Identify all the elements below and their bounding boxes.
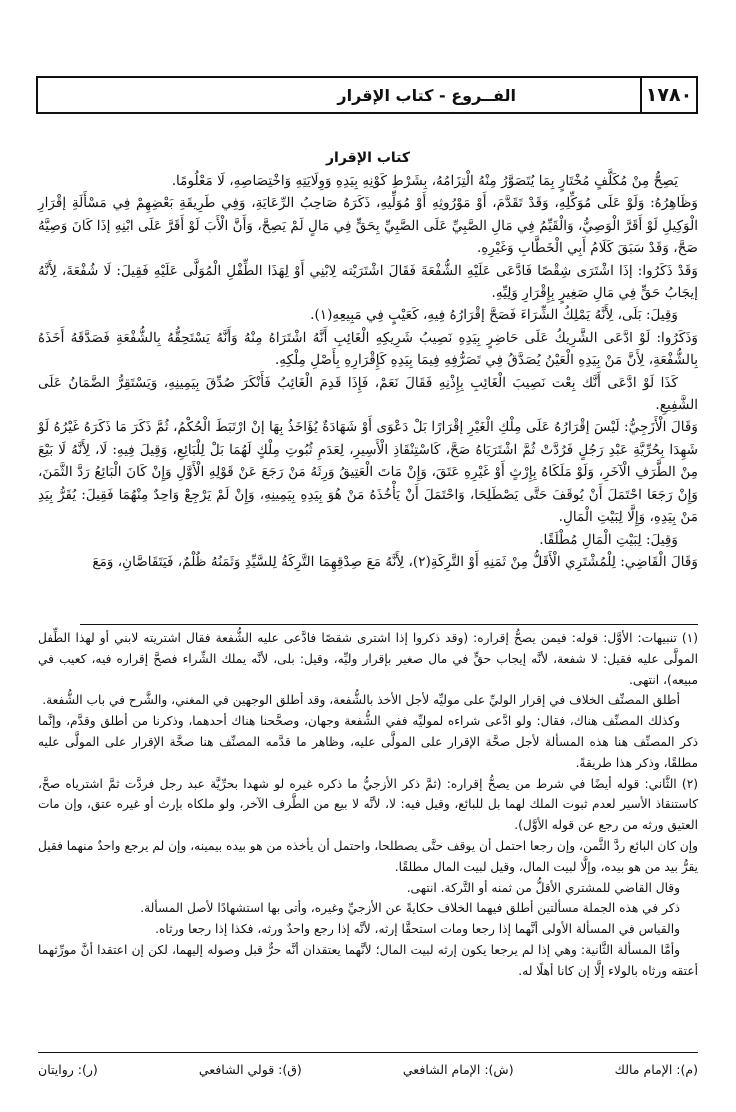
page-number: ١٧٨٠ bbox=[640, 78, 696, 112]
abbr-qawlay: (ق): قولي الشافعي bbox=[198, 1061, 302, 1077]
footnote: وأمَّا المسألة الثَّانية: وهي إذا لم يرجعا يكون إرثه لبيت المال؛ لأنَّهما يعتقدان أنَّه حرٌّ قبل وصوله إليهما، لكن إن اعتقدا أنَّ مورِّثهما أعتقه ورثاه بالولاء إلَّا إن كانا أهلًا له. bbox=[38, 942, 698, 978]
paragraph: وَقَدْ ذَكَرُوا: إذَا اشْتَرَى شِقْصًا فَادَّعَى عَلَيْهِ الشُّفْعَةَ فَقَالَ اشْتَرَيْته لِابْنِي أَوْ لِهَذَا الطِّفْلِ الْمُوَلَّى عَلَيْهِ فَقِيلَ: لَا شُفْعَةَ، لِأَنَّهُ إيجَابُ حَقٍّ فِي مَالِ صَغِيرٍ بِإِقْرَارِ وَلِيِّهِ. bbox=[38, 262, 698, 302]
footer-rule bbox=[38, 1052, 698, 1053]
footnote: (١) تنبيهات: الأوَّل: قوله: فيمن يصحُّ إقراره: (وقد ذكروا إذا اشترى شقصًا فادَّعى عليه الشُّفعة فقال اشتريته لابني أو لهذا الطِّفل المولَّى عليه فقيل: لا شفعة، لأنَّه إيجاب حقٍّ في مال صغير بإقرار وليِّه، وقيل: بلى، لأنَّه يملك الشِّراء فصحَّ إقراره فيه، كعيب في مبيعه)، انتهى. bbox=[38, 631, 698, 687]
header-title: الفــروع - كتاب الإقرار bbox=[337, 85, 516, 105]
footnote: وكذلك المصنِّف هناك، فقال: ولو ادَّعى شراءه لموليِّه ففي الشُّفعة وجهان، وصحَّحنا هناك أحدهما، وذكرنا من أطلق وقدَّم، وإنَّما ذكر المصنِّف هنا هذه المسألة لأجل صحَّة الإقرار على المولَّى عليه، وظاهر ما قدَّمه المصنِّف هنا صحَّة الإقرار على المولَّى عليه مطلقًا، وذكر هذا طريقةً. bbox=[38, 714, 698, 770]
abbr-riwayatan: (ر): روايتان bbox=[38, 1061, 98, 1077]
footnote: ذكر في هذه الجملة مسألتين أطلق فيهما الخلاف حكايةً عن الأزجيِّ وغيره، وأتى بها استشهادًا لأصل المسألة. bbox=[140, 901, 680, 916]
footnote: أطلق المصنِّف الخلاف في إقرار الوليِّ على موليِّه لأجل الأخذ بالشُّفعة، وقد أطلق الوجهين في المغني، والشَّرح في باب الشُّفعة. bbox=[42, 693, 680, 708]
paragraph: وَقَالَ الْأَزَجِيُّ: لَيْسَ إقْرَارُهُ عَلَى مِلْكِ الْغَيْرِ إقْرَارًا بَلْ دَعْوَى أَوْ شَهَادَةٌ يُؤَاخَذُ بِهَا إنْ ارْتَبَطَ الْحُكْمُ، ثُمَّ ذَكَرَ مَا ذَكَرَهُ غَيْرُهُ لَوْ شَهِدَا بِحُرِّيَّةِ عَبْدِ رَجُلٍ فَرُدَّتْ ثُمَّ اشْتَرَيَاهُ صَحَّ، كَاسْتِنْقَاذِ الْأَسِيرِ، لِعَدَمِ ثُبُوتِ مِلْكٍ لَهُمَا بَلْ لِلْبَائِعِ، وَقِيلَ فِيهِ: لَا، لِأَنَّهُ لَا بَيْعَ مِنْ الطَّرَفِ الْآخَرِ، وَلَوْ مَلَكَاهُ بِإِرْثٍ أَوْ غَيْرِهِ عَتَقَ، وَإِنْ مَاتَ الْعَتِيقُ وَرِثَهُ مَنْ رَجَعَ عَنْ قَوْلِهِ الْأَوَّلِ وَإِنْ كَانَ الْبَائِعُ رَدَّ الثَّمَنَ، وَإِنْ رَجَعَا احْتَمَلَ أَنْ يُوقَفَ حَتَّى يَصْطَلِحَا، وَاحْتَمَلَ أَنْ يَأْخُذَهُ مَنْ هُوَ بِيَدِهِ بِيَمِينِهِ، وَإِنْ لَمْ يَرْجِعْ وَاحِدٌ مِنْهُمَا فَقِيلَ: يُقَرُّ بِيَدِ مَنْ بِيَدِهِ، وَإِلَّا لِبَيْتِ الْمَالِ. bbox=[38, 419, 698, 526]
paragraph: يَصِحُّ مِنْ مُكَلَّفٍ مُخْتَارٍ بِمَا يُتَصَوَّرُ مِنْهُ الْتِزَامُهُ، بِشَرْطِ كَوْنِهِ بِيَدِهِ وَوِلَايَتِهِ وَاخْتِصَاصِهِ، لَا مَعْلُومًا. bbox=[171, 173, 678, 189]
abbr-shafii: (ش): الإمام الشافعي bbox=[402, 1061, 514, 1077]
section-title: كتاب الإقرار bbox=[325, 150, 410, 166]
footnote: (٢) الثَّاني: قوله أيضًا في شرط من يصحُّ إقراره: (ثمَّ ذكر الأزجيُّ ما ذكره غيره لو شهدا بحرِّيَّة عبد رجل فردَّت ثمَّ اشترياه صحَّ، كاستنقاذ الأسير لعدم ثبوت الملك لهما بل للبائع، وقيل فيه: لا، لأنَّه لا بيع من الطَّرف الآخر، ولو ملكاه بإرث أو غيره عتق، وإن مات العتيق ورثه من رجع عن قوله الأوَّل). bbox=[38, 776, 698, 833]
footnote: وقال القاضي للمشتري الأقلُّ من ثمنه أو التَّركة. انتهى. bbox=[406, 880, 680, 895]
abbreviations-footer bbox=[38, 1058, 698, 1080]
paragraph: وَظَاهِرُهُ: وَلَوْ عَلَى مُوَكِّلِهِ، وَقَدْ تَقَدَّمَ، أَوْ مَوْرُوثِهِ أَوْ مُوَلِّيهِ، ذَكَرَهُ صَاحِبُ الرِّعَايَةِ، وَفِي طَرِيقَةِ بَعْضِهِمْ فِي مَسْأَلَةِ إقْرَارِ الْوَكِيلِ لَوْ أَقَرَّ الْوَصِيُّ، وَالْقَيِّمُ فِي مَالِ الصَّبِيِّ عَلَى الصَّبِيِّ بِحَقٍّ فِي مَالٍ لَمْ يَصِحَّ، وَأَنَّ الْأَبَ لَوْ أَقَرَّ عَلَى ابْنِهِ إذَا كَانَ وَصِيَّهُ صَحَّ، وَقَدْ سَبَقَ كَلَامُ أَبِي الْخَطَّابِ وَغَيْرِهِ. bbox=[38, 195, 698, 257]
footnote: والقياس في المسألة الأولى أنَّهما إذا رجعا ومات استحقَّا إرثه، لأنَّه إذا رجع واحدٌ ورثه، فكذا إذا رجعا ورثاه. bbox=[155, 922, 680, 937]
footnote-separator bbox=[80, 624, 698, 625]
abbr-malik: (م): الإمام مالك bbox=[614, 1061, 698, 1077]
running-header bbox=[36, 76, 698, 114]
paragraph: كَذَا لَوْ ادَّعَى أَنَّك بِعْت نَصِيبَ الْغَائِبِ بِإِذْنِهِ فَقَالَ نَعَمْ، فَإِذَا قَدِمَ الْغَائِبُ فَأَنْكَرَ صُدِّقَ بِيَمِينِهِ، وَيَسْتَقِرُّ الضَّمَانُ عَلَى الشَّفِيعِ. bbox=[38, 374, 698, 414]
main-text bbox=[38, 150, 698, 573]
paragraph: وَذَكَرُوا: لَوْ ادَّعَى الشَّرِيكُ عَلَى حَاضِرٍ بِيَدِهِ نَصِيبُ شَرِيكِهِ الْغَائِبِ أَنَّهُ اشْتَرَاهُ مِنْهُ وَأَنَّهُ يَسْتَحِقُّهُ بِالشُّفْعَةِ فَصَدَّقَهُ أَخَذَهُ بِالشُّفْعَةِ، لِأَنَّ مَنْ بِيَدِهِ الْعَيْنُ يُصَدَّقُ فِي تَصَرُّفِهِ فِيمَا بِيَدِهِ كَإِقْرَارِهِ بِأَصْلِ مِلْكِهِ. bbox=[38, 329, 698, 369]
footnote: وإن كان البائع ردَّ الثَّمن، وإن رجعا احتمل أن يوقف حتَّى يصطلحا، واحتمل أن يأخذه من هو بيده بيمينه، وإن لم يرجع واحدٌ منهما فقيل يقرُّ بيد من هو بيده، وإلَّا لبيت المال، وقيل لبيت المال مطلقًا. bbox=[38, 838, 698, 874]
paragraph: وَقَالَ الْقَاضِي: لِلْمُشْتَرِي الْأَقَلُّ مِنْ ثَمَنِهِ أَوْ التَّرِكَةِ(٢)، لِأَنَّهُ مَعَ صِدْقِهِمَا التَّرِكَةُ لِلسَّيِّدِ وَثَمَنُهُ ظُلْمٌ، فَيَتَقَاصَّانِ، وَمَعَ bbox=[92, 553, 698, 570]
paragraph: وَقِيلَ: لِبَيْتِ الْمَالِ مُطْلَقًا. bbox=[539, 531, 678, 548]
footnotes bbox=[38, 628, 698, 982]
paragraph: وَقِيلَ: بَلَى، لِأَنَّهُ يَمْلِكُ الشِّرَاءَ فَصَحَّ إقْرَارُهُ فِيهِ، كَعَيْبٍ فِي مَبِيعِهِ(١). bbox=[310, 307, 678, 324]
